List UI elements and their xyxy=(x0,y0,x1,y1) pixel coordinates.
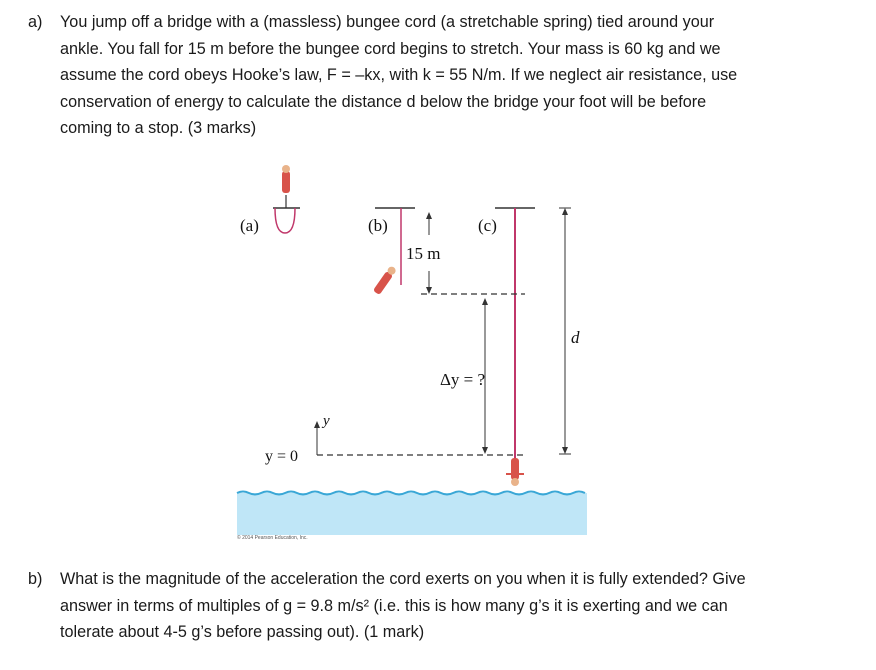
question-a-line: ankle. You fall for 15 m before the bungee cord begins to stretch. Your mass is 60 kg and we xyxy=(60,39,721,58)
question-a-line: assume the cord obeys Hooke’s law, F = –kx, with k = 55 N/m. If we neglect air resistance, use xyxy=(60,66,738,84)
question-a-line: You jump off a bridge with a (massless) bungee cord (a stretchable spring) tied around your xyxy=(60,13,715,31)
water xyxy=(237,493,587,535)
y-zero-label: y = 0 xyxy=(265,448,299,465)
question-b-text xyxy=(60,566,746,646)
person-standing xyxy=(282,171,290,193)
person-hanging xyxy=(506,458,524,486)
question-a-line: conservation of energy to calculate the distance d below the bridge your foot will be before xyxy=(60,92,707,111)
delta-y-label: Δy = ? xyxy=(440,370,486,389)
copyright-label: © 2014 Pearson Education, Inc. xyxy=(237,535,308,541)
question-b-line: tolerate about 4-5 g’s before passing out). (1 mark) xyxy=(60,623,425,641)
question-a-text xyxy=(60,9,737,142)
question-b-label: b) xyxy=(28,570,43,588)
panel-c xyxy=(495,208,571,486)
label-a: (a) xyxy=(240,216,259,235)
question-a xyxy=(28,9,868,149)
label-b: (b) xyxy=(368,216,388,235)
question-b-line: answer in terms of multiples of g = 9.8 m/s² (i.e. this is how many g’s it is exerting and we can xyxy=(60,596,728,615)
question-a-line: coming to a stop. (3 marks) xyxy=(60,119,257,137)
fall-distance-label: 15 m xyxy=(406,244,441,263)
d-label: d xyxy=(571,328,580,347)
panel-a xyxy=(273,165,300,233)
person-falling xyxy=(373,265,397,295)
question-a-label: a) xyxy=(28,13,43,31)
y-axis-label: y xyxy=(323,413,330,429)
bungee-figure xyxy=(225,163,595,548)
label-c: (c) xyxy=(478,216,497,235)
question-b-line: What is the magnitude of the acceleration the cord exerts on you when it is fully extended? Give xyxy=(60,570,746,588)
coiled-cord xyxy=(275,208,295,233)
question-b xyxy=(28,566,868,656)
